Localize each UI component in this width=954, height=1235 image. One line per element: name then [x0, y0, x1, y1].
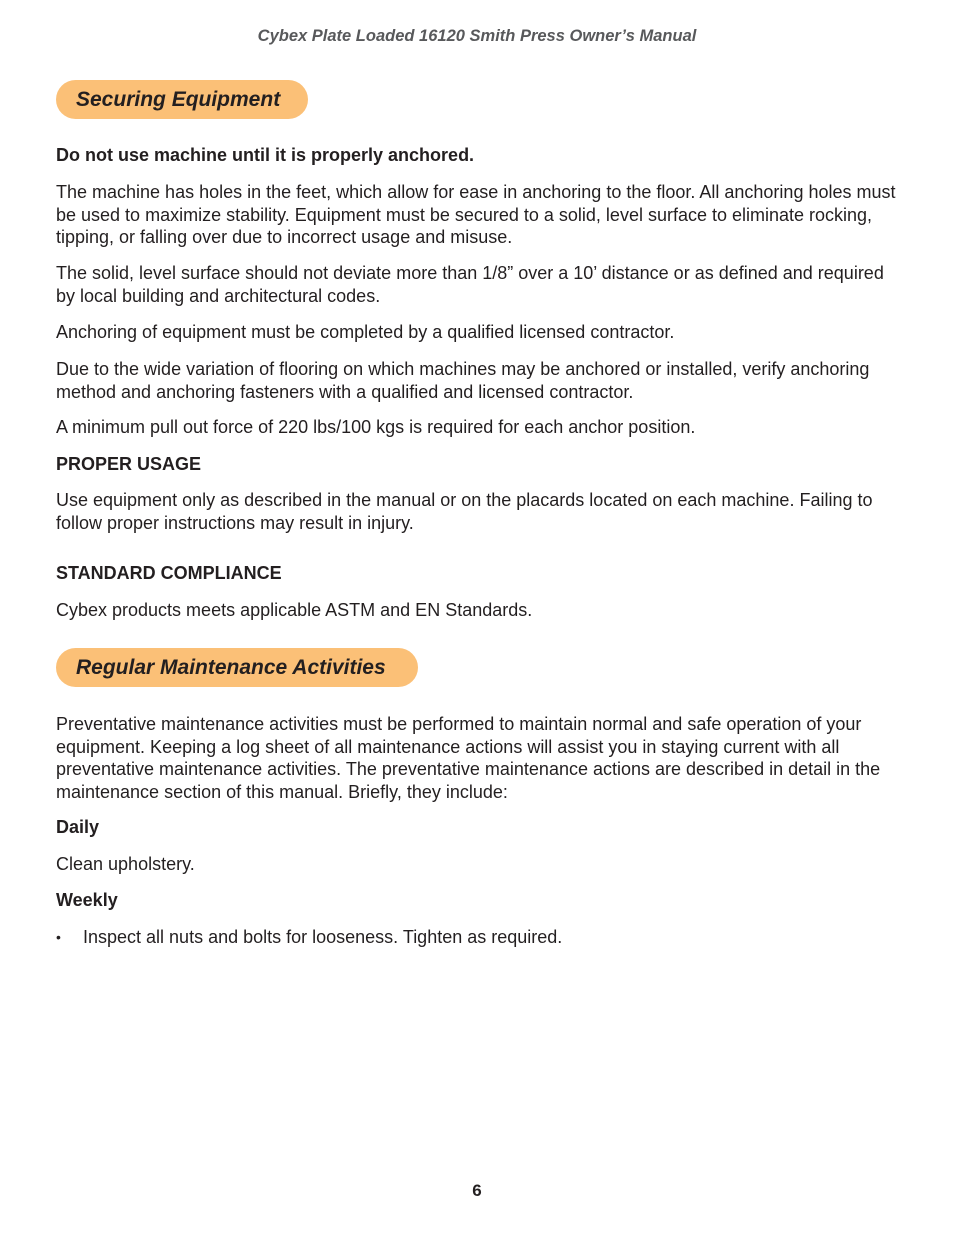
anchoring-warning: Do not use machine until it is properly anchored. [56, 145, 475, 165]
weekly-heading: Weekly [56, 890, 118, 910]
standard-compliance-heading: STANDARD COMPLIANCE [56, 563, 282, 583]
weekly-item-text: Inspect all nuts and bolts for looseness. Tighten as required. [83, 927, 563, 947]
securing-paragraph-5: A minimum pull out force of 220 lbs/100 kgs is required for each anchor position. [56, 417, 696, 437]
securing-paragraph-2: The solid, level surface should not deviate more than 1/8” over a 10’ distance or as defined and required by local building and architectural codes. [56, 263, 884, 306]
daily-text: Clean upholstery. [56, 854, 195, 874]
proper-usage-text: Use equipment only as described in the manual or on the placards located on each machine. Failing to follow proper instructions may result in injury. [56, 490, 873, 533]
page-number: 6 [472, 1181, 482, 1200]
standard-compliance-text: Cybex products meets applicable ASTM and EN Standards. [56, 600, 533, 620]
running-header-title: Cybex Plate Loaded 16120 Smith Press Owner’s Manual [257, 27, 697, 45]
maintenance-intro: Preventative maintenance activities must be performed to maintain normal and safe operation of your equipment. Keeping a log sheet of all maintenance actions will assist you in staying current with all preventative maintenance activities. The preventative maintenance actions are described in detail in the maintenance section of this manual. Briefly, they include: [56, 714, 881, 802]
bullet-icon: • [56, 929, 61, 945]
securing-equipment-heading: Securing Equipment [56, 80, 308, 119]
securing-paragraph-4: Due to the wide variation of flooring on which machines may be anchored or installed, verify anchoring method and anchoring fasteners with a qualified and licensed contractor. [56, 359, 870, 402]
securing-paragraph-3: Anchoring of equipment must be completed by a qualified licensed contractor. [56, 322, 675, 342]
daily-heading: Daily [56, 817, 100, 837]
proper-usage-heading: PROPER USAGE [56, 454, 202, 474]
regular-maintenance-heading: Regular Maintenance Activities [56, 648, 418, 687]
securing-paragraph-1: The machine has holes in the feet, which allow for ease in anchoring to the floor. All anchoring holes must be used to maximize stability. Equipment must be secured to a solid, level surface to eliminate rocking, tipping, or falling over due to incorrect usage and misuse. [56, 182, 896, 248]
